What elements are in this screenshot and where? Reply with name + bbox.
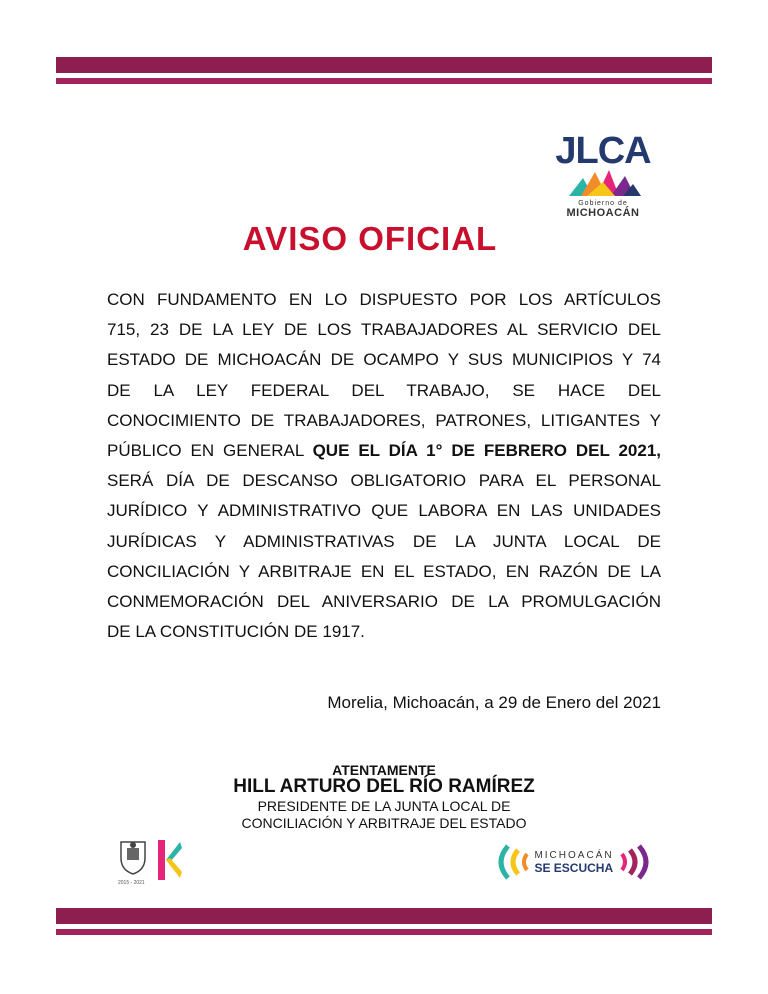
- jlca-logo-small: Gobierno de: [578, 200, 628, 207]
- body-line-8: JURÍDICO Y ADMINISTRATIVO QUE LABORA EN LAS UNIDADES: [107, 501, 661, 521]
- body-line-10: CONCILIACIÓN Y ARBITRAJE EN EL ESTADO, EN RAZÓN DE LA: [107, 561, 661, 581]
- signer-role-1: PRESIDENTE DE LA JUNTA LOCAL DE: [257, 798, 511, 814]
- signature-block: [0, 762, 768, 832]
- top-band-thin: [56, 78, 712, 84]
- bottom-band: [56, 908, 712, 924]
- body-line-5: CONOCIMIENTO DE TRABAJADORES, PATRONES, LITIGANTES Y: [107, 410, 661, 430]
- body-line-6-bold: QUE EL DÍA 1° DE FEBRERO DEL 2021,: [312, 441, 661, 461]
- body-line-9: JURÍDICAS Y ADMINISTRATIVAS DE LA JUNTA LOCAL DE: [107, 531, 661, 551]
- footer-right-logo: [490, 840, 654, 884]
- top-band: [56, 57, 712, 73]
- body-line-11: CONMEMORACIÓN DEL ANIVERSARIO DE LA PROMULGACIÓN: [107, 592, 661, 612]
- sound-waves-left-icon: [490, 840, 530, 884]
- signer-name: HILL ARTURO DEL RÍO RAMÍREZ: [233, 776, 535, 797]
- body-line-6: [107, 436, 661, 466]
- jlca-logo-state: MICHOACÁN: [566, 207, 640, 219]
- seal-years: 2015 - 2021: [118, 880, 145, 886]
- body-line-2: 715, 23 DE LA LEY DE LOS TRABAJADORES AL SERVICIO DEL: [107, 320, 661, 340]
- jlca-emblem-icon: [563, 170, 643, 198]
- footer-right-bottom-text: SE ESCUCHA: [534, 861, 614, 875]
- footer-right-top-text: MICHOACÁN: [534, 850, 614, 861]
- date-line: Morelia, Michoacán, a 29 de Enero del 2021: [327, 693, 661, 712]
- jlca-logo: [548, 132, 658, 219]
- body-line-1: CON FUNDAMENTO EN LO DISPUESTO POR LOS ARTÍCULOS: [107, 290, 661, 309]
- k-logo-icon: [156, 838, 184, 882]
- jlca-logo-text: JLCA: [555, 130, 651, 172]
- page-title-text: AVISO OFICIAL: [242, 220, 498, 257]
- bottom-band-thin: [56, 929, 712, 935]
- closing-text: ATENTAMENTE: [332, 762, 436, 778]
- body-line-6-a: PÚBLICO EN GENERAL: [107, 441, 313, 461]
- body-line-12: DE LA CONSTITUCIÓN DE 1917.: [107, 622, 365, 642]
- sound-waves-right-icon: [618, 840, 654, 884]
- state-seal-icon: [118, 838, 148, 878]
- notice-body: [107, 285, 661, 647]
- body-line-3: ESTADO DE MICHOACÁN DE OCAMPO Y SUS MUNICIPIOS Y 74: [107, 350, 661, 370]
- page-title: [0, 220, 768, 258]
- footer-left-logos: [118, 838, 184, 886]
- body-line-7: SERÁ DÍA DE DESCANSO OBLIGATORIO PARA EL PERSONAL: [107, 471, 661, 491]
- body-line-4: DE LA LEY FEDERAL DEL TRABAJO, SE HACE DEL: [107, 380, 661, 400]
- signer-role-2: CONCILIACIÓN Y ARBITRAJE DEL ESTADO: [241, 815, 527, 831]
